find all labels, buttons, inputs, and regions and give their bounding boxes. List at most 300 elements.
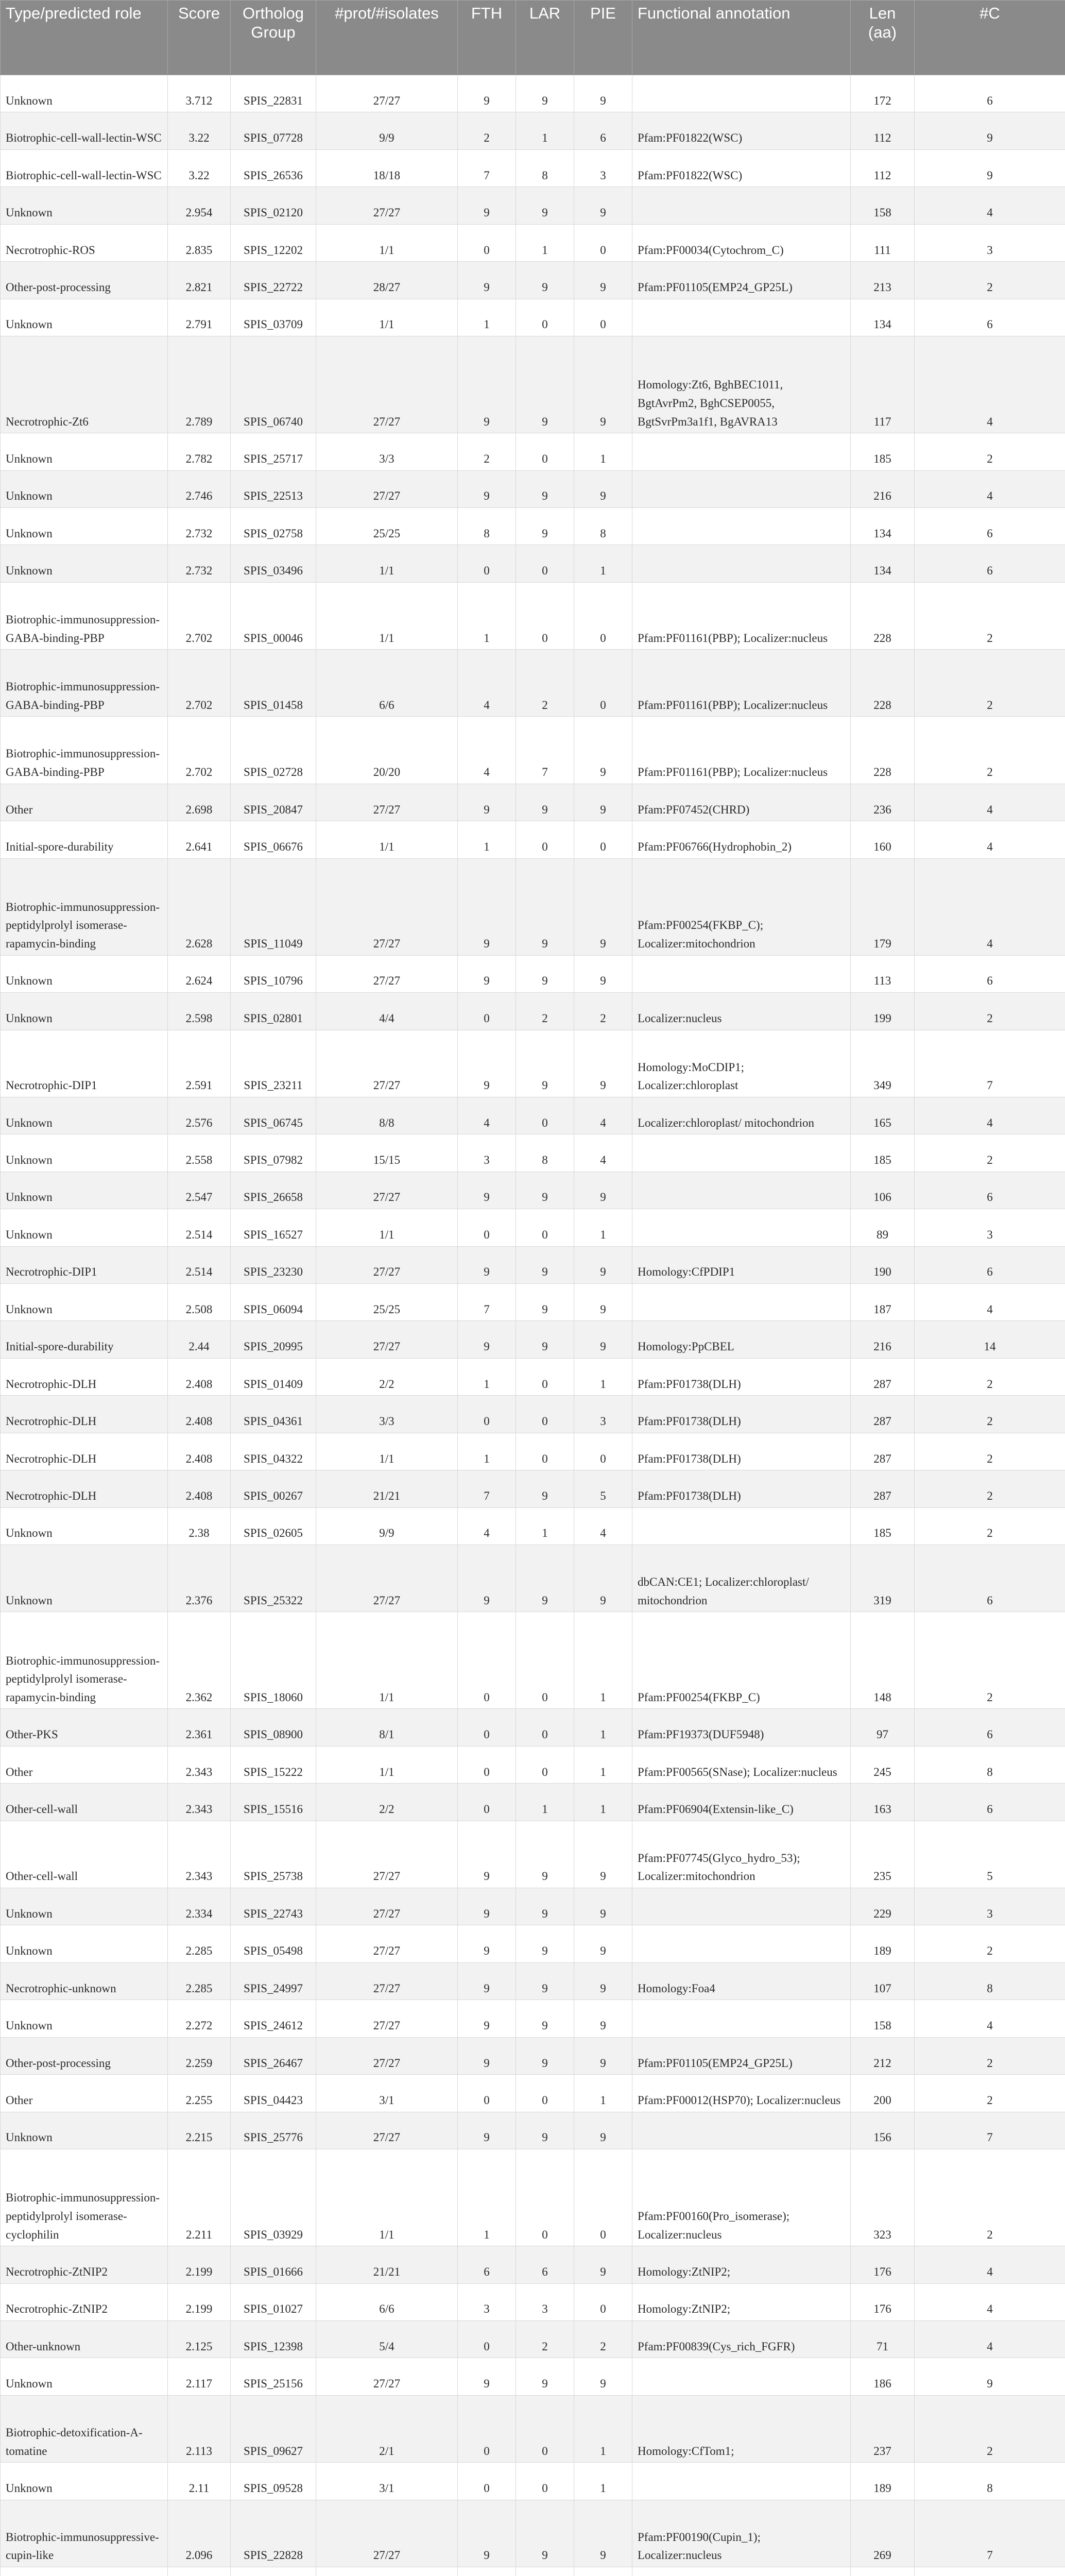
- cell-functional-annotation: [632, 2567, 851, 2576]
- cell-score: 2.255: [168, 2075, 231, 2112]
- cell-cysteines: 2: [915, 2075, 1065, 2112]
- cell-prot-isolates: 15/15: [316, 1134, 458, 1172]
- cell-type-role: Other-unknown: [1, 2321, 168, 2358]
- cell-functional-annotation: Pfam:PF00565(SNase); Localizer:nucleus: [632, 1746, 851, 1783]
- cell-functional-annotation: Pfam:PF19373(DUF5948): [632, 1709, 851, 1746]
- cell-pie: 9: [574, 2112, 632, 2149]
- cell-length: 172: [851, 75, 915, 112]
- cell-length: 228: [851, 717, 915, 784]
- cell-prot-isolates: 27/27: [316, 2358, 458, 2395]
- cell-prot-isolates: [316, 2567, 458, 2576]
- cell-pie: 9: [574, 1962, 632, 1999]
- cell-type-role: Biotrophic-immunosuppression-GABA-binding-PBP: [1, 650, 168, 717]
- cell-functional-annotation: Pfam:PF00034(Cytochrom_C): [632, 224, 851, 261]
- cell-pie: 1: [574, 545, 632, 582]
- cell-prot-isolates: 27/27: [316, 1925, 458, 1962]
- cell-functional-annotation: [632, 1888, 851, 1925]
- cell-cysteines: 4: [915, 2000, 1065, 2037]
- cell-score: 2.576: [168, 1097, 231, 1134]
- cell-pie: 4: [574, 1097, 632, 1134]
- cell-type-role: Necrotrophic-DLH: [1, 1470, 168, 1507]
- cell-prot-isolates: 27/27: [316, 1172, 458, 1209]
- cell-lar: 0: [516, 1709, 574, 1746]
- cell-prot-isolates: 27/27: [316, 2500, 458, 2567]
- cell-type-role: Unknown: [1, 2112, 168, 2149]
- cell-cysteines: 6: [915, 1172, 1065, 1209]
- cell-length: 199: [851, 993, 915, 1030]
- cell-score: 2.514: [168, 1209, 231, 1246]
- cell-length: 97: [851, 1709, 915, 1746]
- cell-cysteines: 2: [915, 582, 1065, 649]
- cell-lar: 1: [516, 1507, 574, 1545]
- cell-ortholog-group: SPIS_06740: [231, 336, 316, 433]
- table-row: [1, 2149, 1065, 2246]
- cell-lar: 0: [516, 1209, 574, 1246]
- cell-prot-isolates: 1/1: [316, 224, 458, 261]
- cell-fth: 0: [458, 2075, 516, 2112]
- table-row: [1, 1321, 1065, 1358]
- cell-cysteines: 2: [915, 993, 1065, 1030]
- cell-functional-annotation: Homology:CfTom1;: [632, 2395, 851, 2462]
- table-body: [1, 75, 1065, 2576]
- cell-length: 213: [851, 262, 915, 299]
- cell-type-role: Necrotrophic-unknown: [1, 1962, 168, 1999]
- cell-cysteines: 2: [915, 1358, 1065, 1395]
- cell-prot-isolates: 3/1: [316, 2463, 458, 2500]
- cell-fth: 1: [458, 1433, 516, 1470]
- header-pie: PIE: [574, 1, 632, 75]
- cell-score: 2.285: [168, 1962, 231, 1999]
- cell-prot-isolates: 2/1: [316, 2395, 458, 2462]
- cell-ortholog-group: SPIS_24997: [231, 1962, 316, 1999]
- cell-fth: 9: [458, 1321, 516, 1358]
- cell-length: 71: [851, 2321, 915, 2358]
- cell-type-role: Unknown: [1, 2000, 168, 2037]
- cell-functional-annotation: [632, 2000, 851, 2037]
- cell-ortholog-group: SPIS_20847: [231, 784, 316, 821]
- cell-cysteines: 7: [915, 1030, 1065, 1097]
- cell-score: 2.215: [168, 2112, 231, 2149]
- cell-fth: 0: [458, 1209, 516, 1246]
- cell-prot-isolates: 27/27: [316, 470, 458, 507]
- cell-ortholog-group: SPIS_01458: [231, 650, 316, 717]
- cell-prot-isolates: 27/27: [316, 1321, 458, 1358]
- cell-pie: 1: [574, 2463, 632, 2500]
- cell-ortholog-group: SPIS_25322: [231, 1545, 316, 1612]
- cell-ortholog-group: SPIS_25776: [231, 2112, 316, 2149]
- cell-lar: 0: [516, 1612, 574, 1709]
- cell-ortholog-group: SPIS_06094: [231, 1284, 316, 1321]
- cell-type-role: Unknown: [1, 955, 168, 992]
- table-row: [1, 1284, 1065, 1321]
- cell-ortholog-group: SPIS_18060: [231, 1612, 316, 1709]
- cell-score: 2.514: [168, 1246, 231, 1283]
- cell-pie: 9: [574, 1925, 632, 1962]
- cell-cysteines: 9: [915, 2358, 1065, 2395]
- cell-cysteines: 2: [915, 1507, 1065, 1545]
- cell-cysteines: 4: [915, 858, 1065, 955]
- table-row: [1, 1888, 1065, 1925]
- cell-functional-annotation: [632, 2358, 851, 2395]
- table-row: [1, 1784, 1065, 1821]
- cell-pie: 9: [574, 717, 632, 784]
- cell-fth: 0: [458, 2321, 516, 2358]
- cell-prot-isolates: 1/1: [316, 1612, 458, 1709]
- cell-length: 212: [851, 2037, 915, 2074]
- cell-functional-annotation: Localizer:chloroplast/ mitochondrion: [632, 1097, 851, 1134]
- cell-lar: 0: [516, 582, 574, 649]
- header-prot-isolates: #prot/#isolates: [316, 1, 458, 75]
- cell-score: 2.334: [168, 1888, 231, 1925]
- cell-prot-isolates: 3/1: [316, 2075, 458, 2112]
- cell-fth: 0: [458, 993, 516, 1030]
- cell-type-role: Necrotrophic-DIP1: [1, 1246, 168, 1283]
- cell-type-role: Other: [1, 784, 168, 821]
- table-row: [1, 470, 1065, 507]
- cell-cysteines: 2: [915, 2149, 1065, 2246]
- cell-length: 158: [851, 187, 915, 224]
- cell-prot-isolates: 3/3: [316, 433, 458, 470]
- cell-length: 148: [851, 1612, 915, 1709]
- cell-length: 228: [851, 582, 915, 649]
- table-row: [1, 149, 1065, 187]
- cell-lar: 0: [516, 821, 574, 858]
- cell-ortholog-group: SPIS_15516: [231, 1784, 316, 1821]
- table-row: [1, 2358, 1065, 2395]
- cell-fth: 2: [458, 112, 516, 149]
- cell-lar: 0: [516, 299, 574, 336]
- cell-ortholog-group: SPIS_23211: [231, 1030, 316, 1097]
- cell-score: 2.698: [168, 784, 231, 821]
- cell-type-role: Unknown: [1, 470, 168, 507]
- cell-fth: 4: [458, 1507, 516, 1545]
- cell-pie: 0: [574, 224, 632, 261]
- header-ortholog-group: Ortholog Group: [231, 1, 316, 75]
- cell-lar: 9: [516, 1172, 574, 1209]
- cell-lar: 0: [516, 2075, 574, 2112]
- cell-ortholog-group: SPIS_04322: [231, 1433, 316, 1470]
- table-row: [1, 224, 1065, 261]
- cell-pie: 9: [574, 2500, 632, 2567]
- table-row: [1, 784, 1065, 821]
- cell-functional-annotation: Homology:PpCBEL: [632, 1321, 851, 1358]
- cell-ortholog-group: SPIS_01666: [231, 2246, 316, 2283]
- cell-fth: 9: [458, 75, 516, 112]
- cell-ortholog-group: SPIS_02120: [231, 187, 316, 224]
- cell-cysteines: 4: [915, 470, 1065, 507]
- cell-lar: 9: [516, 955, 574, 992]
- cell-score: 2.272: [168, 2000, 231, 2037]
- cell-ortholog-group: SPIS_02605: [231, 1507, 316, 1545]
- cell-cysteines: 2: [915, 1396, 1065, 1433]
- cell-fth: 3: [458, 2283, 516, 2320]
- cell-length: 134: [851, 545, 915, 582]
- table-row: [1, 2075, 1065, 2112]
- header-functional-annotation: Functional annotation: [632, 1, 851, 75]
- cell-prot-isolates: 27/27: [316, 955, 458, 992]
- cell-length: 185: [851, 1134, 915, 1172]
- table-row: [1, 2037, 1065, 2074]
- cell-fth: 9: [458, 336, 516, 433]
- cell-functional-annotation: Pfam:PF01105(EMP24_GP25L): [632, 2037, 851, 2074]
- table-row: [1, 2395, 1065, 2462]
- cell-type-role: Biotrophic-detoxification-A-tomatine: [1, 2395, 168, 2462]
- cell-fth: 4: [458, 717, 516, 784]
- cell-cysteines: 4: [915, 336, 1065, 433]
- cell-score: 2.199: [168, 2246, 231, 2283]
- cell-cysteines: 2: [915, 1134, 1065, 1172]
- table-row: [1, 2500, 1065, 2567]
- cell-score: 2.954: [168, 187, 231, 224]
- cell-cysteines: 4: [915, 1097, 1065, 1134]
- cell-fth: 9: [458, 1925, 516, 1962]
- cell-pie: 6: [574, 112, 632, 149]
- cell-ortholog-group: SPIS_22722: [231, 262, 316, 299]
- table-row: [1, 1030, 1065, 1097]
- cell-functional-annotation: Pfam:PF01161(PBP); Localizer:nucleus: [632, 717, 851, 784]
- cell-lar: 2: [516, 2321, 574, 2358]
- table-row: [1, 112, 1065, 149]
- cell-score: 2.591: [168, 1030, 231, 1097]
- cell-score: 2.732: [168, 545, 231, 582]
- cell-pie: 1: [574, 1209, 632, 1246]
- cell-prot-isolates: 25/25: [316, 508, 458, 545]
- cell-type-role: Other-PKS: [1, 1709, 168, 1746]
- cell-functional-annotation: [632, 1284, 851, 1321]
- cell-prot-isolates: 27/27: [316, 187, 458, 224]
- cell-prot-isolates: 1/1: [316, 2149, 458, 2246]
- header-row: [1, 1, 1065, 75]
- cell-pie: [574, 2567, 632, 2576]
- cell-score: 2.376: [168, 1545, 231, 1612]
- cell-pie: 9: [574, 1888, 632, 1925]
- cell-score: 3.22: [168, 112, 231, 149]
- cell-length: 165: [851, 1097, 915, 1134]
- cell-prot-isolates: 9/9: [316, 1507, 458, 1545]
- cell-ortholog-group: SPIS_04361: [231, 1396, 316, 1433]
- cell-pie: 0: [574, 1433, 632, 1470]
- cell-length: 216: [851, 1321, 915, 1358]
- cell-score: 2.791: [168, 299, 231, 336]
- cell-functional-annotation: Pfam:PF01738(DLH): [632, 1433, 851, 1470]
- cell-functional-annotation: dbCAN:CE1; Localizer:chloroplast/ mitochondrion: [632, 1545, 851, 1612]
- cell-length: 237: [851, 2395, 915, 2462]
- header-score: Score: [168, 1, 231, 75]
- cell-type-role: Unknown: [1, 433, 168, 470]
- cell-lar: 1: [516, 112, 574, 149]
- table-row: [1, 1358, 1065, 1395]
- cell-type-role: Unknown: [1, 1097, 168, 1134]
- cell-score: 2.835: [168, 224, 231, 261]
- cell-score: 2.408: [168, 1433, 231, 1470]
- cell-length: 134: [851, 508, 915, 545]
- cell-type-role: Other: [1, 2075, 168, 2112]
- cell-score: 2.821: [168, 262, 231, 299]
- cell-lar: 9: [516, 2500, 574, 2567]
- cell-type-role: Necrotrophic-Zt6: [1, 336, 168, 433]
- cell-prot-isolates: 5/4: [316, 2321, 458, 2358]
- cell-prot-isolates: 20/20: [316, 717, 458, 784]
- cell-cysteines: 3: [915, 1209, 1065, 1246]
- cell-lar: 9: [516, 1925, 574, 1962]
- cell-type-role: Unknown: [1, 1284, 168, 1321]
- cell-functional-annotation: [632, 1134, 851, 1172]
- cell-ortholog-group: SPIS_26536: [231, 149, 316, 187]
- table-row: [1, 582, 1065, 649]
- cell-pie: 1: [574, 2075, 632, 2112]
- cell-score: 2.702: [168, 582, 231, 649]
- cell-prot-isolates: 8/8: [316, 1097, 458, 1134]
- table-row: [1, 545, 1065, 582]
- cell-functional-annotation: [632, 470, 851, 507]
- cell-type-role: Unknown: [1, 187, 168, 224]
- cell-score: 2.702: [168, 650, 231, 717]
- table-row: [1, 508, 1065, 545]
- cell-functional-annotation: [632, 299, 851, 336]
- cell-cysteines: 2: [915, 433, 1065, 470]
- cell-length: 163: [851, 1784, 915, 1821]
- cell-functional-annotation: Pfam:PF01161(PBP); Localizer:nucleus: [632, 582, 851, 649]
- cell-score: 2.361: [168, 1709, 231, 1746]
- cell-type-role: Initial-spore-durability: [1, 1321, 168, 1358]
- cell-prot-isolates: 27/27: [316, 2000, 458, 2037]
- cell-ortholog-group: SPIS_00046: [231, 582, 316, 649]
- cell-ortholog-group: SPIS_12398: [231, 2321, 316, 2358]
- cell-score: 2.508: [168, 1284, 231, 1321]
- cell-lar: 0: [516, 433, 574, 470]
- cell-pie: 9: [574, 1172, 632, 1209]
- cell-fth: 9: [458, 262, 516, 299]
- cell-cysteines: 2: [915, 1470, 1065, 1507]
- cell-ortholog-group: SPIS_11049: [231, 858, 316, 955]
- cell-score: 2.408: [168, 1470, 231, 1507]
- cell-pie: 9: [574, 1821, 632, 1888]
- cell-lar: 9: [516, 75, 574, 112]
- cell-length: 112: [851, 112, 915, 149]
- cell-ortholog-group: SPIS_06676: [231, 821, 316, 858]
- cell-ortholog-group: SPIS_22828: [231, 2500, 316, 2567]
- cell-ortholog-group: SPIS_00267: [231, 1470, 316, 1507]
- cell-prot-isolates: 6/6: [316, 2283, 458, 2320]
- cell-type-role: Unknown: [1, 1925, 168, 1962]
- cell-pie: 9: [574, 262, 632, 299]
- cell-length: 229: [851, 1888, 915, 1925]
- cell-type-role: Unknown: [1, 508, 168, 545]
- cell-pie: 9: [574, 75, 632, 112]
- cell-pie: 1: [574, 1746, 632, 1783]
- cell-ortholog-group: SPIS_05498: [231, 1925, 316, 1962]
- cell-length: 158: [851, 2000, 915, 2037]
- cell-length: 319: [851, 1545, 915, 1612]
- cell-lar: 9: [516, 336, 574, 433]
- cell-length: 287: [851, 1396, 915, 1433]
- cell-functional-annotation: Homology:MoCDIP1; Localizer:chloroplast: [632, 1030, 851, 1097]
- cell-fth: 9: [458, 2500, 516, 2567]
- cell-fth: 9: [458, 1172, 516, 1209]
- cell-length: 287: [851, 1433, 915, 1470]
- cell-prot-isolates: 6/6: [316, 650, 458, 717]
- cell-fth: 9: [458, 1888, 516, 1925]
- header-fth: FTH: [458, 1, 516, 75]
- cell-ortholog-group: SPIS_03496: [231, 545, 316, 582]
- cell-type-role: Necrotrophic-DLH: [1, 1396, 168, 1433]
- cell-type-role: Other-post-processing: [1, 2037, 168, 2074]
- cell-length: 117: [851, 336, 915, 433]
- cell-length: 185: [851, 433, 915, 470]
- cell-prot-isolates: 1/1: [316, 1433, 458, 1470]
- cell-prot-isolates: 21/21: [316, 2246, 458, 2283]
- cell-pie: 9: [574, 1545, 632, 1612]
- cell-lar: 6: [516, 2246, 574, 2283]
- cell-cysteines: 4: [915, 2321, 1065, 2358]
- cell-lar: 0: [516, 1358, 574, 1395]
- cell-fth: 2: [458, 433, 516, 470]
- cell-prot-isolates: 27/27: [316, 75, 458, 112]
- cell-pie: 4: [574, 1507, 632, 1545]
- cell-cysteines: [915, 2567, 1065, 2576]
- cell-length: 349: [851, 1030, 915, 1097]
- cell-functional-annotation: [632, 1507, 851, 1545]
- cell-cysteines: 6: [915, 1545, 1065, 1612]
- cell-pie: 9: [574, 1246, 632, 1283]
- cell-type-role: Biotrophic-immunosuppression-peptidylprolyl isomerase-rapamycin-binding: [1, 858, 168, 955]
- cell-score: 2.113: [168, 2395, 231, 2462]
- table-row: [1, 299, 1065, 336]
- cell-type-role: Necrotrophic-ZtNIP2: [1, 2283, 168, 2320]
- table-row: [1, 650, 1065, 717]
- cell-ortholog-group: SPIS_08900: [231, 1709, 316, 1746]
- cell-score: 2.558: [168, 1134, 231, 1172]
- cell-ortholog-group: SPIS_25156: [231, 2358, 316, 2395]
- cell-ortholog-group: SPIS_22831: [231, 75, 316, 112]
- table-row: [1, 2463, 1065, 2500]
- cell-fth: [458, 2567, 516, 2576]
- cell-lar: 3: [516, 2283, 574, 2320]
- cell-prot-isolates: 1/1: [316, 1209, 458, 1246]
- cell-prot-isolates: 3/3: [316, 1396, 458, 1433]
- cell-pie: 3: [574, 149, 632, 187]
- cell-pie: 4: [574, 1134, 632, 1172]
- cell-fth: 9: [458, 955, 516, 992]
- table-row: [1, 1097, 1065, 1134]
- cell-fth: 1: [458, 1358, 516, 1395]
- cell-lar: 9: [516, 470, 574, 507]
- cell-fth: 9: [458, 1545, 516, 1612]
- cell-prot-isolates: 2/2: [316, 1358, 458, 1395]
- cell-pie: 9: [574, 2037, 632, 2074]
- cell-lar: 9: [516, 1962, 574, 1999]
- cell-pie: 9: [574, 2000, 632, 2037]
- cell-type-role: Unknown: [1, 75, 168, 112]
- cell-prot-isolates: 1/1: [316, 545, 458, 582]
- cell-fth: 9: [458, 1030, 516, 1097]
- cell-length: 235: [851, 1821, 915, 1888]
- cell-cysteines: 4: [915, 821, 1065, 858]
- cell-cysteines: 5: [915, 1821, 1065, 1888]
- header-length: Len (aa): [851, 1, 915, 75]
- cell-length: 176: [851, 2246, 915, 2283]
- cell-pie: 1: [574, 1784, 632, 1821]
- cell-ortholog-group: SPIS_25717: [231, 433, 316, 470]
- cell-functional-annotation: Homology:Foa4: [632, 1962, 851, 1999]
- cell-lar: 9: [516, 262, 574, 299]
- table-row: [1, 433, 1065, 470]
- cell-pie: 0: [574, 821, 632, 858]
- cell-type-role: Unknown: [1, 1507, 168, 1545]
- cell-pie: 9: [574, 784, 632, 821]
- cell-fth: 3: [458, 1134, 516, 1172]
- cell-type-role: Other-cell-wall: [1, 1821, 168, 1888]
